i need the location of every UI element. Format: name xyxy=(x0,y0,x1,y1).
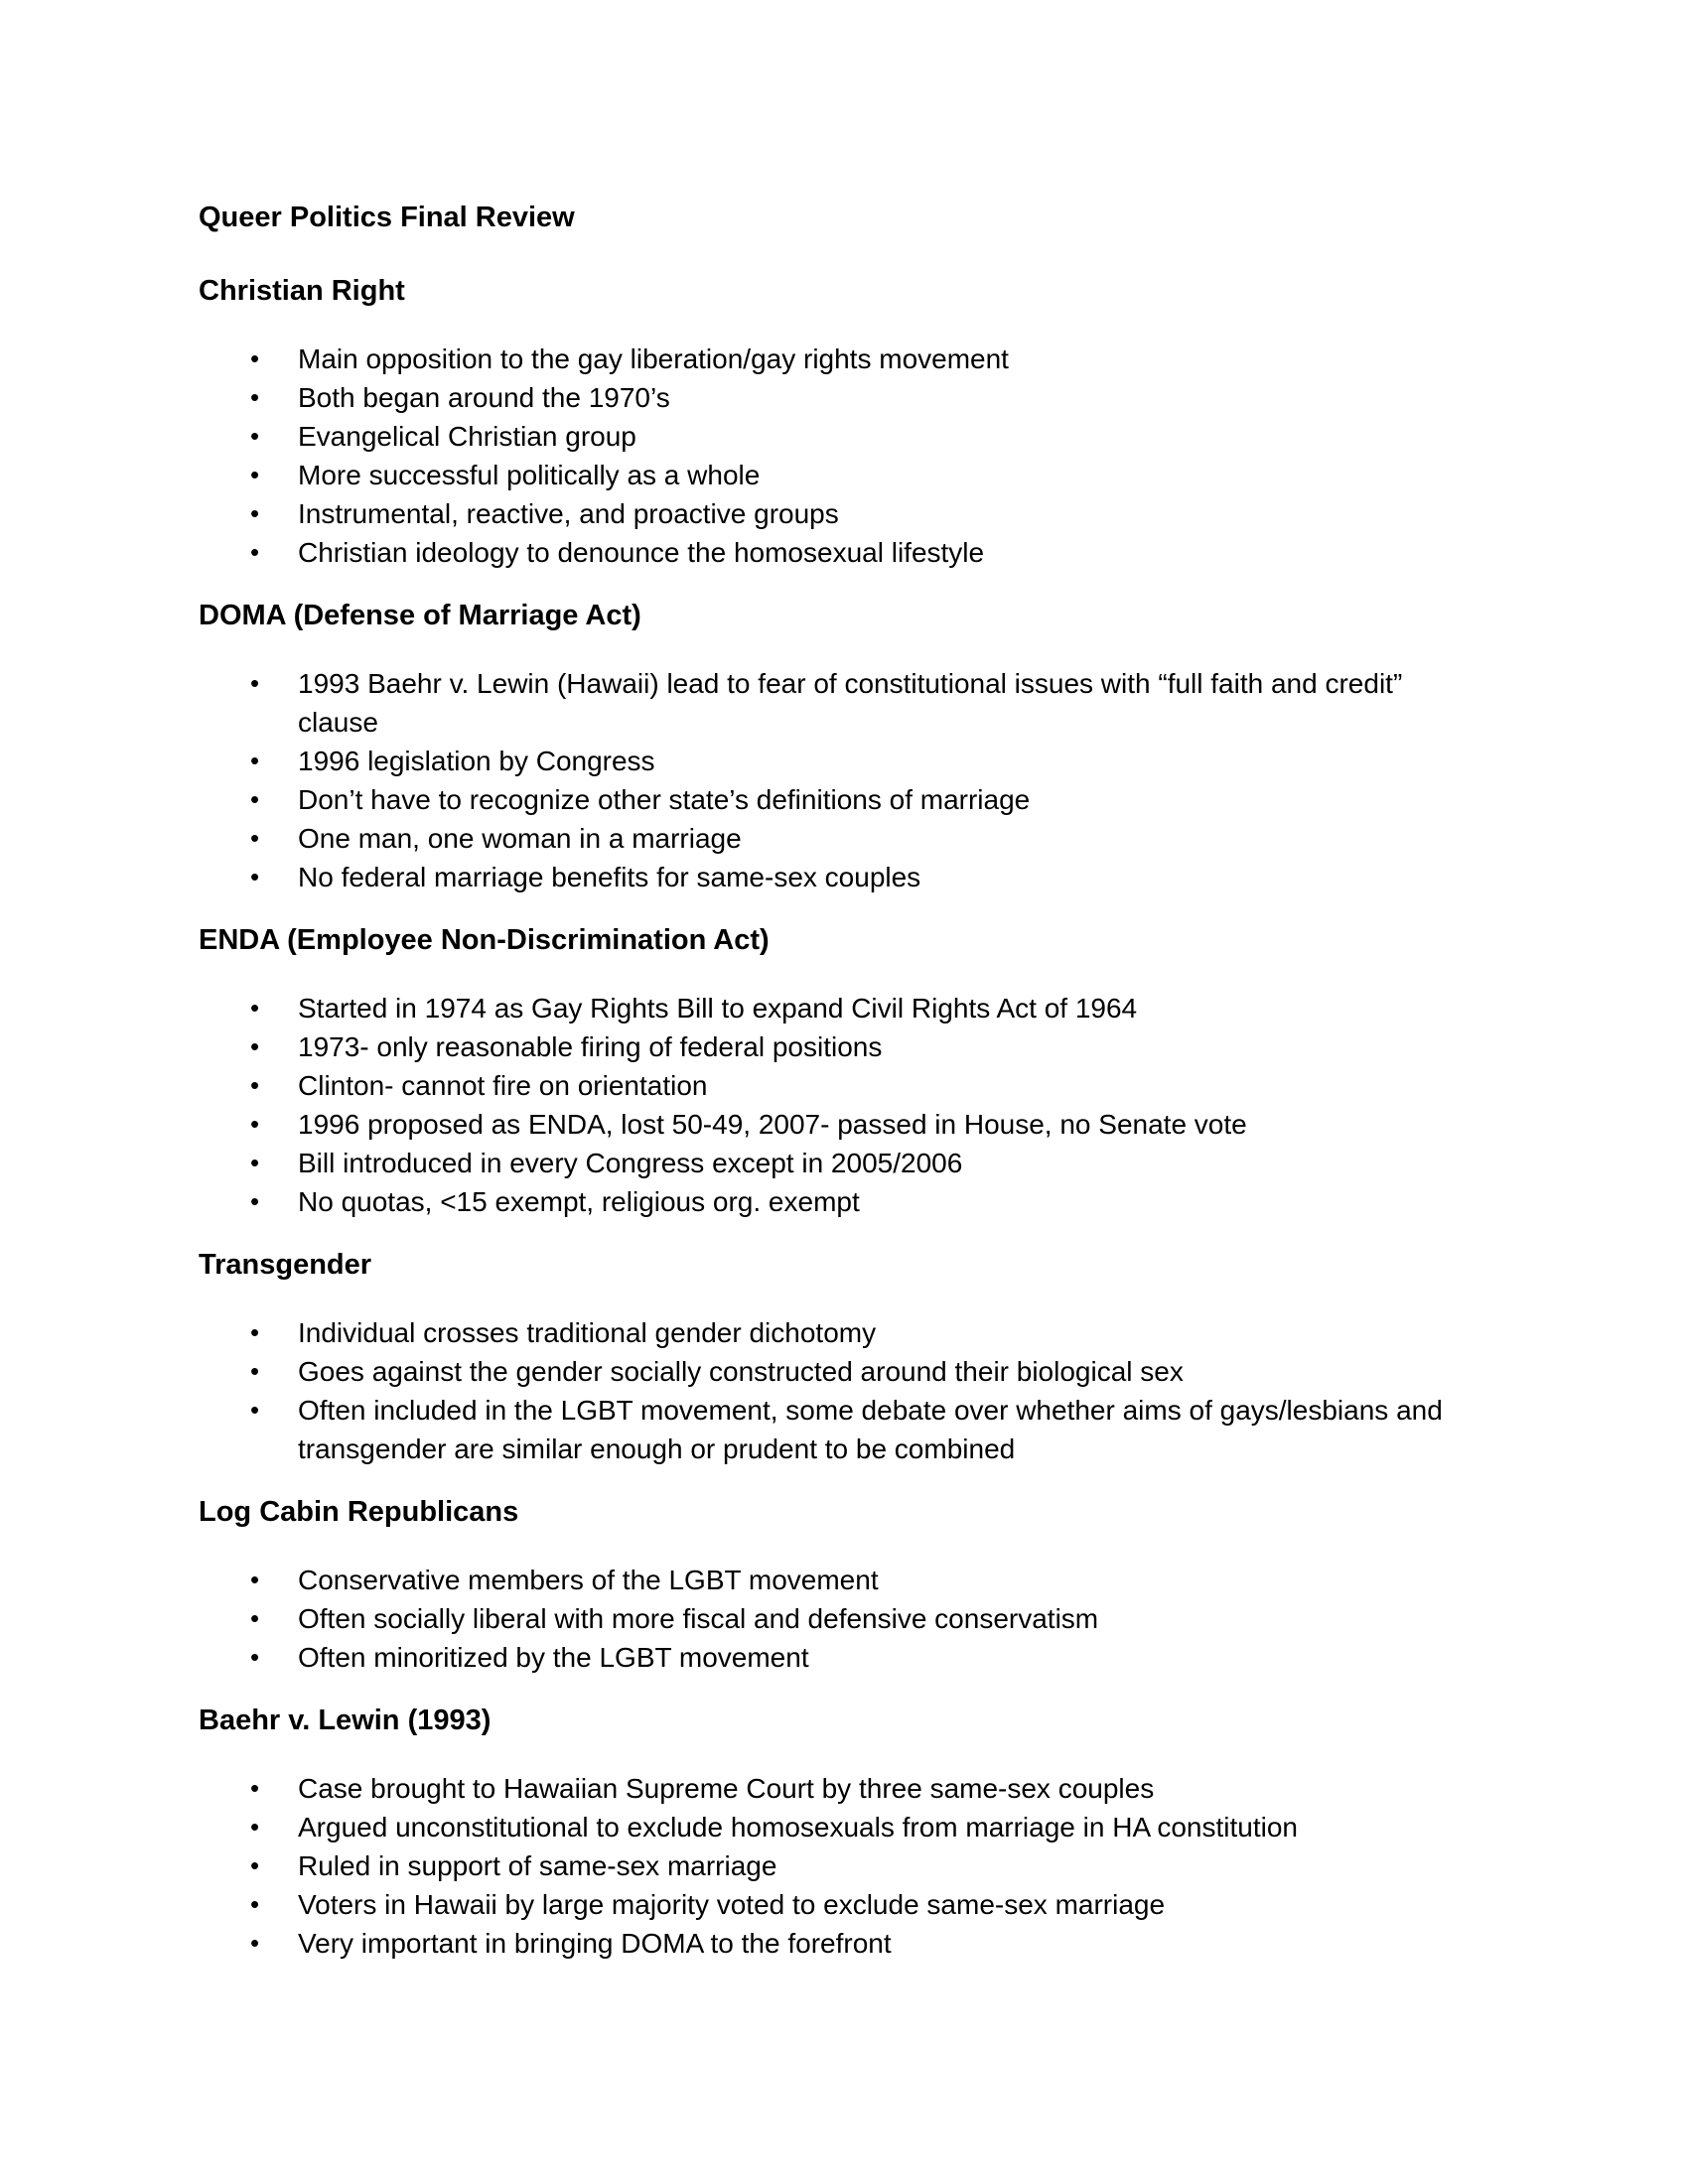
bullet-item xyxy=(199,417,1479,456)
bullet-item xyxy=(199,1182,1479,1221)
bullet-icon: • xyxy=(250,746,260,775)
document-content xyxy=(199,199,1484,1963)
bullet-item xyxy=(199,1352,1479,1391)
bullet-icon: • xyxy=(250,421,260,451)
bullet-text: Both began around the 1970’s xyxy=(298,382,670,413)
bullet-icon: • xyxy=(250,382,260,412)
bullet-list xyxy=(199,1769,1484,1963)
bullet-text: No federal marriage benefits for same-sex couples xyxy=(298,862,921,892)
bullet-item xyxy=(199,1027,1479,1066)
bullet-text: Goes against the gender socially constructed around their biological sex xyxy=(298,1356,1184,1387)
bullet-text: Often socially liberal with more fiscal and defensive conservatism xyxy=(298,1603,1099,1634)
section-christian-right xyxy=(199,272,1484,572)
section-heading: DOMA (Defense of Marriage Act) xyxy=(199,600,641,631)
section-enda xyxy=(199,921,1484,1221)
section-heading: Transgender xyxy=(199,1249,372,1281)
bullet-icon: • xyxy=(250,1148,260,1177)
bullet-text: Often minoritized by the LGBT movement xyxy=(298,1642,809,1673)
bullet-text: Christian ideology to denounce the homosexual lifestyle xyxy=(298,537,985,568)
bullet-list xyxy=(199,989,1484,1221)
bullet-item xyxy=(199,1313,1479,1352)
bullet-item xyxy=(199,456,1479,494)
bullet-item xyxy=(199,1391,1479,1468)
bullet-text: Voters in Hawaii by large majority voted to exclude same-sex marriage xyxy=(298,1889,1166,1920)
bullet-text: 1973- only reasonable firing of federal positions xyxy=(298,1031,883,1062)
bullet-text: No quotas, <15 exempt, religious org. exempt xyxy=(298,1186,860,1217)
bullet-list xyxy=(199,664,1484,896)
bullet-item xyxy=(199,533,1479,572)
bullet-icon: • xyxy=(250,784,260,814)
document-title: Queer Politics Final Review xyxy=(199,202,575,233)
bullet-text: Ruled in support of same-sex marriage xyxy=(298,1850,777,1881)
bullet-item xyxy=(199,1769,1479,1808)
bullet-icon: • xyxy=(250,1109,260,1139)
section-heading: Log Cabin Republicans xyxy=(199,1496,519,1528)
bullet-text: Conservative members of the LGBT movement xyxy=(298,1565,879,1595)
bullet-item xyxy=(199,1066,1479,1105)
bullet-icon: • xyxy=(250,1642,260,1672)
bullet-icon: • xyxy=(250,460,260,489)
bullet-text: Evangelical Christian group xyxy=(298,421,636,452)
bullet-icon: • xyxy=(250,993,260,1023)
bullet-list xyxy=(199,1561,1484,1677)
bullet-item xyxy=(199,989,1479,1027)
bullet-icon: • xyxy=(250,1928,260,1958)
bullet-text: Often included in the LGBT movement, some debate over whether aims of gays/lesbians and transgender are similar enough or prudent to be combined xyxy=(298,1395,1443,1464)
section-heading: Baehr v. Lewin (1993) xyxy=(199,1705,492,1736)
bullet-icon: • xyxy=(250,1395,260,1425)
bullet-item xyxy=(199,340,1479,378)
bullet-icon: • xyxy=(250,668,260,698)
bullet-icon: • xyxy=(250,862,260,891)
bullet-icon: • xyxy=(250,537,260,567)
bullet-text: Bill introduced in every Congress except in 2005/2006 xyxy=(298,1148,963,1178)
bullet-text: More successful politically as a whole xyxy=(298,460,761,490)
bullet-icon: • xyxy=(250,1889,260,1919)
bullet-icon: • xyxy=(250,498,260,528)
bullet-text: 1996 proposed as ENDA, lost 50-49, 2007- passed in House, no Senate vote xyxy=(298,1109,1247,1140)
bullet-item xyxy=(199,378,1479,417)
bullet-text: Started in 1974 as Gay Rights Bill to expand Civil Rights Act of 1964 xyxy=(298,993,1138,1024)
bullet-icon: • xyxy=(250,1186,260,1216)
bullet-item xyxy=(199,1561,1479,1599)
bullet-icon: • xyxy=(250,1317,260,1347)
bullet-item xyxy=(199,664,1479,742)
bullet-item xyxy=(199,1144,1479,1182)
section-log-cabin-republicans xyxy=(199,1493,1484,1677)
bullet-item xyxy=(199,1846,1479,1885)
bullet-text: Instrumental, reactive, and proactive groups xyxy=(298,498,839,529)
section-transgender xyxy=(199,1246,1484,1468)
bullet-item xyxy=(199,1924,1479,1963)
bullet-icon: • xyxy=(250,823,260,853)
bullet-item xyxy=(199,1638,1479,1677)
bullet-item xyxy=(199,1885,1479,1924)
bullet-text: 1996 legislation by Congress xyxy=(298,746,655,776)
bullet-text: Don’t have to recognize other state’s definitions of marriage xyxy=(298,784,1031,815)
bullet-icon: • xyxy=(250,1356,260,1386)
bullet-icon: • xyxy=(250,1812,260,1842)
bullet-text: Very important in bringing DOMA to the forefront xyxy=(298,1928,892,1959)
bullet-icon: • xyxy=(250,1070,260,1100)
bullet-list xyxy=(199,340,1484,572)
bullet-text: Argued unconstitutional to exclude homosexuals from marriage in HA constitution xyxy=(298,1812,1298,1843)
bullet-text: Clinton- cannot fire on orientation xyxy=(298,1070,708,1101)
bullet-list xyxy=(199,1313,1484,1468)
bullet-text: One man, one woman in a marriage xyxy=(298,823,742,854)
bullet-text: 1993 Baehr v. Lewin (Hawaii) lead to fear of constitutional issues with “full faith and credit” clause xyxy=(298,668,1403,738)
bullet-icon: • xyxy=(250,1031,260,1061)
bullet-item xyxy=(199,858,1479,896)
bullet-text: Main opposition to the gay liberation/gay rights movement xyxy=(298,343,1009,374)
bullet-item xyxy=(199,742,1479,780)
section-heading: ENDA (Employee Non-Discrimination Act) xyxy=(199,924,770,956)
bullet-text: Individual crosses traditional gender dichotomy xyxy=(298,1317,877,1348)
bullet-item xyxy=(199,819,1479,858)
bullet-item xyxy=(199,780,1479,819)
bullet-item xyxy=(199,1808,1479,1846)
bullet-icon: • xyxy=(250,1773,260,1803)
bullet-icon: • xyxy=(250,1603,260,1633)
section-heading: Christian Right xyxy=(199,275,405,307)
section-baehr-v-lewin xyxy=(199,1702,1484,1963)
bullet-text: Case brought to Hawaiian Supreme Court by three same-sex couples xyxy=(298,1773,1155,1804)
bullet-item xyxy=(199,1105,1479,1144)
bullet-icon: • xyxy=(250,1850,260,1880)
bullet-item xyxy=(199,494,1479,533)
bullet-icon: • xyxy=(250,1565,260,1594)
section-doma xyxy=(199,597,1484,896)
bullet-item xyxy=(199,1599,1479,1638)
bullet-icon: • xyxy=(250,343,260,373)
